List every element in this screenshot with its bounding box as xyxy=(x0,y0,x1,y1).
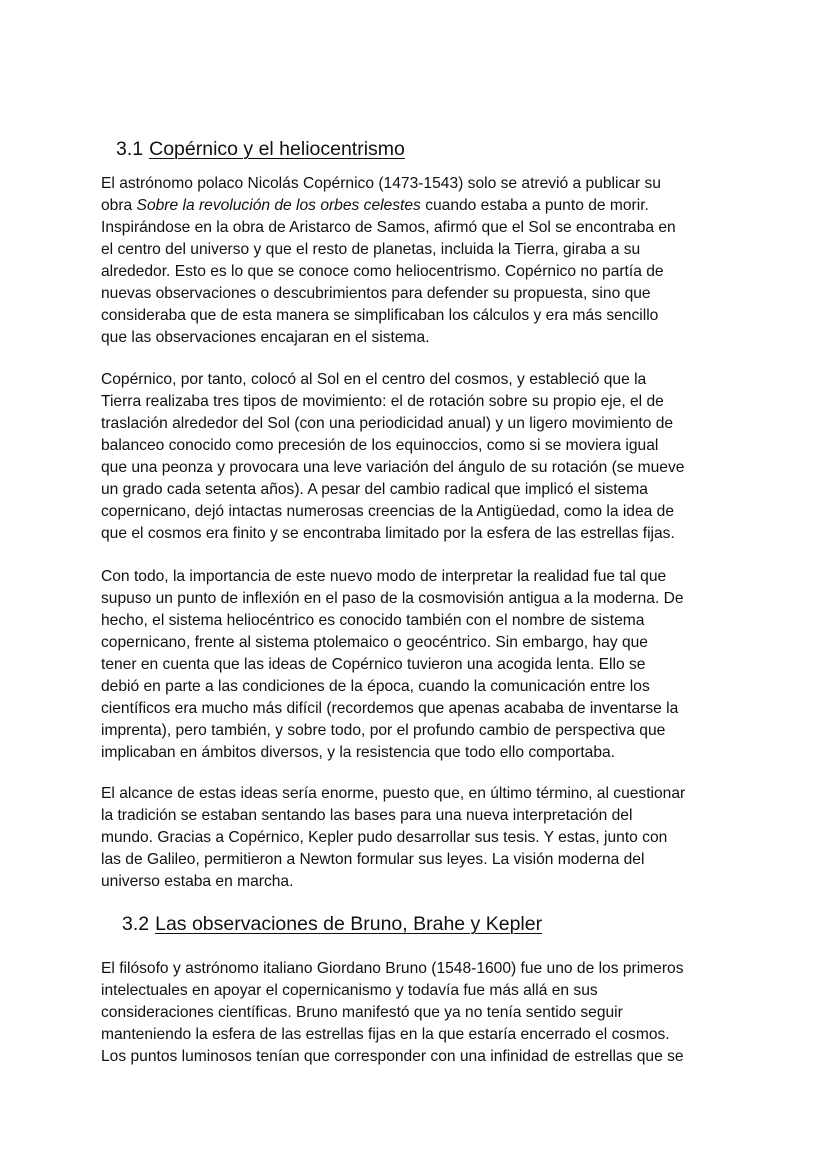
text-line: que el cosmos era finito y se encontraba limitado por la esfera de las estrellas fijas. xyxy=(101,525,675,542)
text-line: imprenta), pero también, y sobre todo, por el profundo cambio de perspectiva que xyxy=(101,722,666,739)
section-heading-3-2 xyxy=(122,911,542,937)
text-line: mundo. Gracias a Copérnico, Kepler pudo desarrollar sus tesis. Y estas, junto con xyxy=(101,829,668,846)
paragraph xyxy=(101,173,741,349)
text-line: traslación alrededor del Sol (con una periodicidad anual) y un ligero movimiento de xyxy=(101,415,674,432)
text-line: consideraciones científicas. Bruno manifestó que ya no tenía sentido seguir xyxy=(101,1004,623,1021)
text-line: Copérnico, por tanto, colocó al Sol en el centro del cosmos, y estableció que la xyxy=(101,371,647,388)
text-line: copernicano, frente al sistema ptolemaico o geocéntrico. Sin embargo, hay que xyxy=(101,634,648,651)
text-run: obra xyxy=(101,197,137,214)
text-run: cuando estaba a punto de morir. xyxy=(420,197,649,214)
paragraph xyxy=(101,783,741,893)
text-line: balanceo conocido como precesión de los equinoccios, como si se moviera igual xyxy=(101,437,659,454)
text-line: tener en cuenta que las ideas de Copérnico tuvieron una acogida lenta. Ello se xyxy=(101,656,646,673)
text-line: las de Galileo, permitieron a Newton formular sus leyes. La visión moderna del xyxy=(101,851,645,868)
text-line: supuso un punto de inflexión en el paso de la cosmovisión antigua a la moderna. De xyxy=(101,590,684,607)
book-title-italic: Sobre la revolución de los orbes celestes xyxy=(136,197,421,214)
text-line: la tradición se estaban sentando las bases para una nueva interpretación del xyxy=(101,807,633,824)
text-line: científicos era mucho más difícil (recordemos que apenas acababa de inventarse la xyxy=(101,700,679,717)
text-line: Con todo, la importancia de este nuevo modo de interpretar la realidad fue tal que xyxy=(101,568,667,585)
paragraph xyxy=(101,958,741,1068)
text-line: alrededor. Esto es lo que se conoce como heliocentrismo. Copérnico no partía de xyxy=(101,263,664,280)
text-line: El filósofo y astrónomo italiano Giordano Bruno (1548-1600) fue uno de los primeros xyxy=(101,960,684,977)
text-line: El astrónomo polaco Nicolás Copérnico (1473-1543) solo se atrevió a publicar su xyxy=(101,175,661,192)
section-number: 3.2 xyxy=(122,913,150,935)
text-line: El alcance de estas ideas sería enorme, puesto que, en último término, al cuestionar xyxy=(101,785,686,802)
text-line: intelectuales en apoyar el copernicanismo y todavía fue más allá en sus xyxy=(101,982,598,999)
paragraph xyxy=(101,566,741,764)
text-line: el centro del universo y que el resto de planetas, incluida la Tierra, giraba a su xyxy=(101,241,641,258)
section-heading-3-1 xyxy=(116,136,405,162)
text-line: que una peonza y provocara una leve variación del ángulo de su rotación (se mueve xyxy=(101,459,685,476)
text-line: universo estaba en marcha. xyxy=(101,873,294,890)
section-title: Copérnico y el heliocentrismo xyxy=(149,138,405,160)
text-line: manteniendo la esfera de las estrellas fijas en la que estaría encerrado el cosmos. xyxy=(101,1026,670,1043)
text-line: implicaban en ámbitos diversos, y la resistencia que todo ello comportaba. xyxy=(101,744,615,761)
section-title: Las observaciones de Bruno, Brahe y Kepler xyxy=(155,913,543,935)
text-line: nuevas observaciones o descubrimientos para defender su propuesta, sino que xyxy=(101,285,651,302)
text-line: Los puntos luminosos tenían que corresponder con una infinidad de estrellas que se xyxy=(101,1048,684,1065)
text-line: consideraba que de esta manera se simplificaban los cálculos y era más sencillo xyxy=(101,307,659,324)
text-line: que las observaciones encajaran en el sistema. xyxy=(101,329,430,346)
text-line: Tierra realizaba tres tipos de movimiento: el de rotación sobre su propio eje, el de xyxy=(101,393,664,410)
text-line: hecho, el sistema heliocéntrico es conocido también con el nombre de sistema xyxy=(101,612,645,629)
text-line: un grado cada setenta años). A pesar del cambio radical que implicó el sistema xyxy=(101,481,648,498)
text-line xyxy=(101,195,741,217)
text-line: Inspirándose en la obra de Aristarco de Samos, afirmó que el Sol se encontraba en xyxy=(101,219,676,236)
text-line: debió en parte a las condiciones de la época, cuando la comunicación entre los xyxy=(101,678,650,695)
text-line: copernicano, dejó intactas numerosas creencias de la Antigüedad, como la idea de xyxy=(101,503,675,520)
section-number: 3.1 xyxy=(116,138,144,160)
paragraph xyxy=(101,369,741,545)
